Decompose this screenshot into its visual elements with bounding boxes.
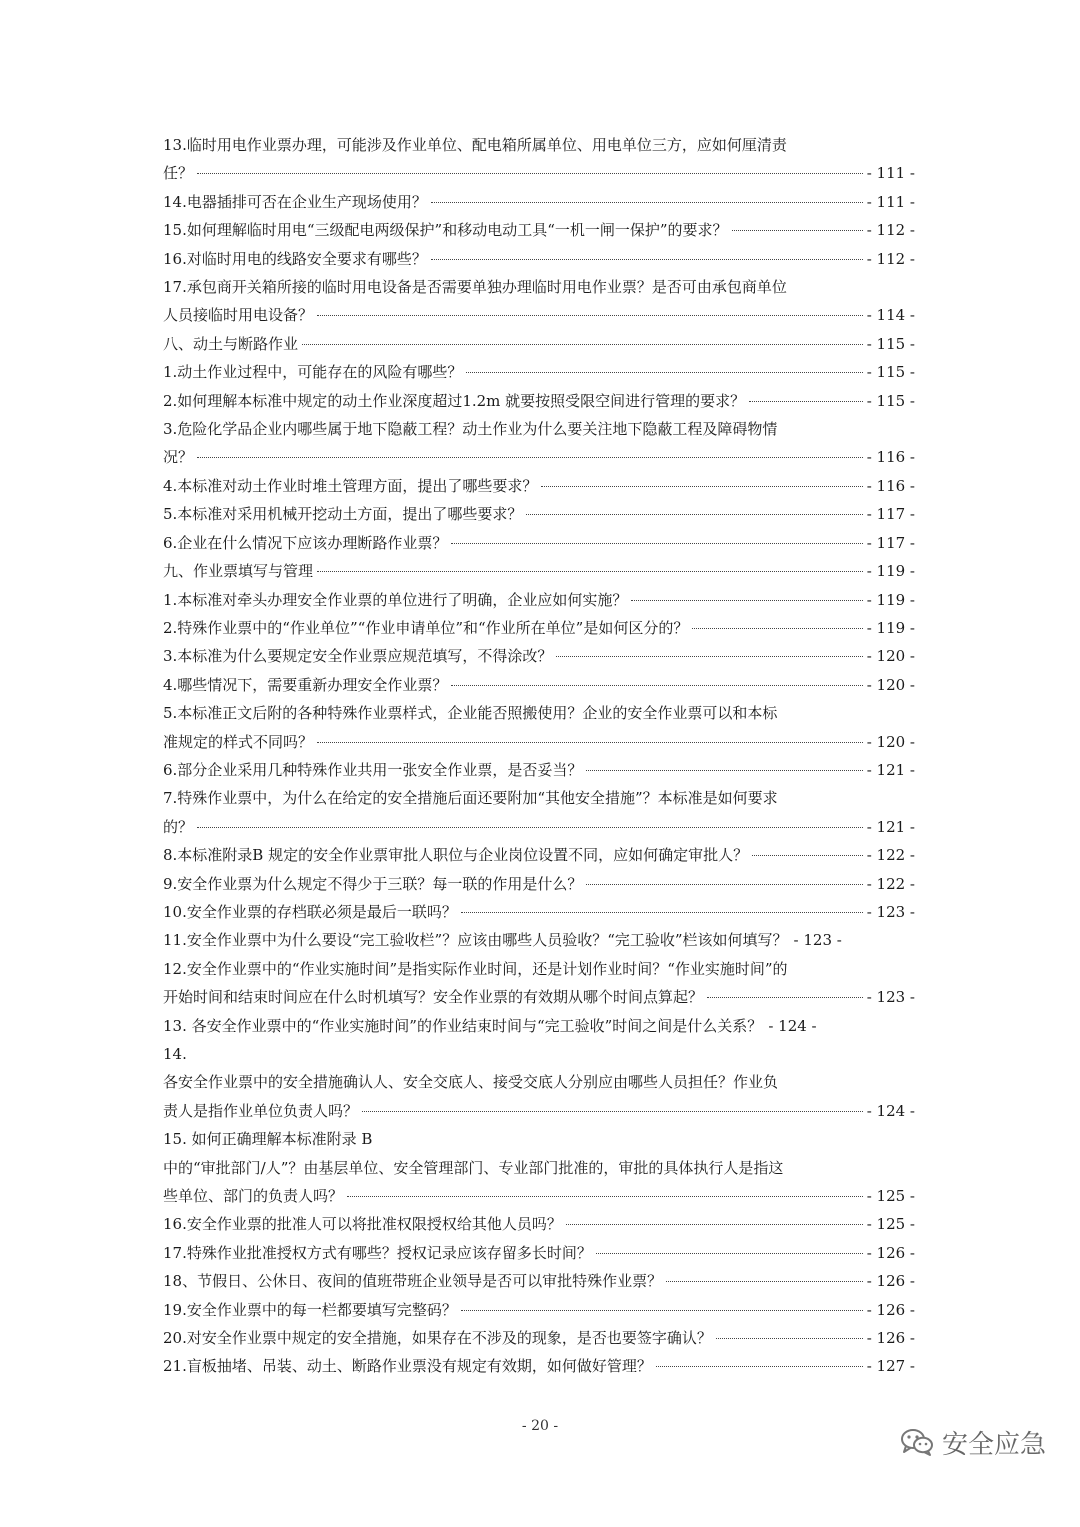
toc-entry-text: 4.本标准对动土作业时堆土管理方面，提出了哪些要求？	[163, 476, 538, 495]
toc-entry[interactable]	[163, 245, 915, 273]
toc-entry-text: 2.特殊作业票中的“作业单位”“作业申请单位”和“作业所在单位”是如何区分的？	[163, 618, 689, 637]
toc-entry-text: 6.部分企业采用几种特殊作业共用一张安全作业票，是否妥当？	[163, 760, 583, 779]
toc-page-number: - 116 -	[866, 448, 915, 467]
toc-entry-text: 9.安全作业票为什么规定不得少于三联？每一联的作用是什么？	[163, 874, 583, 893]
toc-entry-text: 17.承包商开关箱所接的临时用电设备是否需要单独办理临时用电作业票？是否可由承包商单位	[163, 278, 787, 297]
toc-entry[interactable]	[163, 387, 915, 415]
toc-entry[interactable]	[163, 1324, 915, 1352]
toc-leader-dots	[302, 344, 863, 345]
toc-entry-text: 7.特殊作业票中，为什么在给定的安全措施后面还要附加“其他安全措施”？本标准是如何要求	[163, 789, 778, 808]
toc-entry-text: 15. 如何正确理解本标准附录 B	[163, 1130, 373, 1149]
toc-leader-dots	[431, 202, 863, 203]
toc-entry-text: 19.安全作业票中的每一栏都要填写完整码？	[163, 1300, 457, 1319]
page-number: - 20 -	[521, 1418, 559, 1434]
watermark-text: 安全应急	[942, 1429, 1047, 1460]
toc-entry-text: 11.安全作业票中为什么要设“完工验收栏”？应该由哪些人员验收？“完工验收”栏该如何填写？	[163, 931, 788, 950]
toc-entry-text: 20.对安全作业票中规定的安全措施，如果存在不涉及的现象，是否也要签字确认？	[163, 1329, 712, 1348]
toc-leader-dots	[317, 742, 863, 743]
toc-entry[interactable]	[163, 358, 915, 386]
toc-page-number: - 111 -	[866, 192, 915, 211]
toc-page-number: - 120 -	[866, 732, 915, 751]
toc-leader-dots	[586, 884, 862, 885]
toc-page-number: - 123 -	[866, 988, 915, 1007]
toc-page-number: - 124 -	[866, 1101, 915, 1120]
toc-leader-dots	[451, 685, 862, 686]
toc-page-number: - 125 -	[866, 1215, 915, 1234]
toc-entry-text: 12.安全作业票中的“作业实施时间”是指实际作业时间，还是计划作业时间？“作业实施时间”的	[163, 959, 788, 978]
toc-leader-dots	[556, 656, 862, 657]
toc-entry-text: 2.如何理解本标准中规定的动土作业深度超过1.2m 就要按照受限空间进行管理的要求？	[163, 391, 746, 410]
toc-entry-text: 1.本标准对牵头办理安全作业票的单位进行了明确，企业应如何实施？	[163, 590, 628, 609]
toc-page-number: - 122 -	[866, 846, 915, 865]
toc-entry[interactable]	[163, 784, 915, 841]
toc-page-number: - 120 -	[866, 675, 915, 694]
toc-entry[interactable]	[163, 188, 915, 216]
toc-entry-text: 任？	[163, 164, 194, 183]
toc-entry[interactable]	[163, 557, 915, 585]
toc-entry-text: 13. 各安全作业票中的“作业实施时间”的作业结束时间与“完工验收”时间之间是什么关系？	[163, 1016, 763, 1035]
toc-entry-text: 10.安全作业票的存档联必须是最后一联吗？	[163, 902, 457, 921]
toc-entry-text: 八、动土与断路作业	[163, 334, 299, 353]
toc-entry-text: 开始时间和结束时间应在什么时机填写？安全作业票的有效期从哪个时间点算起？	[163, 988, 704, 1007]
toc-entry-text: 人员接临时用电设备？	[163, 306, 314, 325]
toc-page-number: - 117 -	[866, 533, 915, 552]
toc-entry[interactable]	[163, 415, 915, 472]
toc-entry-text: 九、作业票填写与管理	[163, 562, 314, 581]
toc-leader-dots	[692, 628, 862, 629]
toc-entry-text: 准规定的样式不同吗？	[163, 732, 314, 751]
toc-entry[interactable]	[163, 1125, 915, 1210]
toc-page-number: - 127 -	[866, 1357, 915, 1376]
toc-entry-text: 1.动土作业过程中，可能存在的风险有哪些？	[163, 363, 463, 382]
toc-leader-dots	[526, 514, 862, 515]
toc-entry-text: 些单位、部门的负责人吗？	[163, 1187, 344, 1206]
toc-entry-text: 21.盲板抽堵、吊装、动土、断路作业票没有规定有效期，如何做好管理？	[163, 1357, 652, 1376]
toc-page-number: - 112 -	[866, 249, 915, 268]
toc-entry[interactable]	[163, 898, 915, 926]
toc-leader-dots	[631, 600, 862, 601]
toc-entry-text: 15.如何理解临时用电“三级配电两级保护”和移动电动工具“一机一闸一保护”的要求？	[163, 221, 728, 240]
toc-entry-text: 16.对临时用电的线路安全要求有哪些？	[163, 249, 427, 268]
toc-page-number: - 115 -	[866, 391, 915, 410]
toc-leader-dots	[461, 912, 863, 913]
toc-page-number: - 126 -	[866, 1272, 915, 1291]
toc-leader-dots	[197, 457, 863, 458]
toc-entry-text: 况？	[163, 448, 194, 467]
toc-leader-dots	[362, 1111, 863, 1112]
toc-page-number: - 123 -	[793, 931, 842, 950]
toc-page-number: - 121 -	[866, 817, 915, 836]
toc-entry[interactable]	[163, 529, 915, 557]
toc-page-number: - 123 -	[866, 902, 915, 921]
toc-entry[interactable]	[163, 1040, 915, 1125]
toc-entry[interactable]	[163, 1210, 915, 1238]
toc-leader-dots	[541, 486, 862, 487]
toc-entry[interactable]	[163, 671, 915, 699]
toc-entry[interactable]	[163, 699, 915, 756]
toc-entry[interactable]	[163, 955, 915, 1012]
toc-leader-dots	[347, 1196, 863, 1197]
toc-page-number: - 124 -	[768, 1016, 817, 1035]
toc-leader-dots	[317, 571, 863, 572]
toc-entry[interactable]	[163, 1012, 915, 1040]
toc-page-number: - 115 -	[866, 334, 915, 353]
toc-entry[interactable]	[163, 500, 915, 528]
toc-leader-dots	[666, 1281, 863, 1282]
toc-entry-text: 5.本标准对采用机械开挖动土方面，提出了哪些要求？	[163, 505, 523, 524]
toc-page-number: - 111 -	[866, 164, 915, 183]
toc-entry-text: 各安全作业票中的安全措施确认人、安全交底人、接受交底人分别应由哪些人员担任？作业负	[163, 1073, 779, 1092]
toc-leader-dots	[749, 401, 863, 402]
toc-entry[interactable]	[163, 1352, 915, 1380]
toc-leader-dots	[596, 1253, 863, 1254]
toc-leader-dots	[716, 1338, 863, 1339]
toc-leader-dots	[466, 372, 862, 373]
toc-page-number: - 115 -	[866, 363, 915, 382]
toc-entry-text: 6.企业在什么情况下应该办理断路作业票？	[163, 533, 448, 552]
toc-entry[interactable]	[163, 642, 915, 670]
toc-entry-text: 责人是指作业单位负责人吗？	[163, 1101, 359, 1120]
toc-leader-dots	[317, 315, 863, 316]
toc-entry[interactable]	[163, 472, 915, 500]
toc-leader-dots	[431, 259, 863, 260]
wechat-icon	[900, 1427, 934, 1457]
toc-leader-dots	[197, 173, 863, 174]
toc-leader-dots	[752, 855, 863, 856]
toc-entry[interactable]	[163, 841, 915, 869]
toc-page-number: - 126 -	[866, 1329, 915, 1348]
toc-entry-text: 3.危险化学品企业内哪些属于地下隐蔽工程？动土作业为什么要关注地下隐蔽工程及障碍物情	[163, 420, 778, 439]
toc-page-number: - 119 -	[866, 590, 915, 609]
toc-entry[interactable]	[163, 586, 915, 614]
toc-entry[interactable]	[163, 273, 915, 330]
toc-entry[interactable]	[163, 1296, 915, 1324]
toc-entry-text: 的？	[163, 817, 194, 836]
toc-entry-text: 5.本标准正文后附的各种特殊作业票样式，企业能否照搬使用？企业的安全作业票可以和本标	[163, 704, 778, 723]
table-of-contents	[163, 131, 915, 1381]
toc-entry-text: 4.哪些情况下，需要重新办理安全作业票？	[163, 675, 448, 694]
toc-page-number: - 114 -	[866, 306, 915, 325]
toc-page-number: - 126 -	[866, 1300, 915, 1319]
toc-entry[interactable]	[163, 131, 915, 188]
watermark	[900, 1424, 1046, 1460]
toc-leader-dots	[197, 827, 863, 828]
toc-leader-dots	[461, 1310, 863, 1311]
toc-entry[interactable]	[163, 330, 915, 358]
toc-entry-text: 13.临时用电作业票办理，可能涉及作业单位、配电箱所属单位、用电单位三方，应如何厘清责	[163, 136, 787, 154]
toc-entry[interactable]	[163, 1239, 915, 1267]
toc-entry-text: 3.本标准为什么要规定安全作业票应规范填写，不得涂改？	[163, 647, 553, 666]
toc-entry-text: 中的“审批部门/人”？由基层单位、安全管理部门、专业部门批准的，审批的具体执行人是指这	[163, 1158, 784, 1177]
toc-leader-dots	[566, 1224, 863, 1225]
toc-entry[interactable]	[163, 926, 915, 954]
toc-leader-dots	[732, 230, 863, 231]
toc-page-number: - 121 -	[866, 760, 915, 779]
toc-page-number: - 119 -	[866, 618, 915, 637]
toc-entry[interactable]	[163, 870, 915, 898]
toc-leader-dots	[586, 770, 862, 771]
toc-page-number: - 126 -	[866, 1243, 915, 1262]
toc-leader-dots	[707, 997, 863, 998]
toc-entry[interactable]	[163, 614, 915, 642]
toc-page-number: - 119 -	[866, 562, 915, 581]
toc-page-number: - 117 -	[866, 505, 915, 524]
toc-page-number: - 120 -	[866, 647, 915, 666]
toc-leader-dots	[656, 1366, 863, 1367]
toc-entry-text: 14.	[163, 1045, 187, 1063]
toc-leader-dots	[451, 543, 862, 544]
toc-entry[interactable]	[163, 1267, 915, 1295]
toc-entry[interactable]	[163, 756, 915, 784]
toc-page-number: - 116 -	[866, 476, 915, 495]
toc-entry-text: 16.安全作业票的批准人可以将批准权限授权给其他人员吗？	[163, 1215, 562, 1234]
toc-entry-text: 17.特殊作业批准授权方式有哪些？授权记录应该存留多长时间？	[163, 1243, 592, 1262]
toc-entry-text: 18、节假日、公休日、夜间的值班带班企业领导是否可以审批特殊作业票？	[163, 1272, 663, 1291]
toc-entry[interactable]	[163, 216, 915, 244]
toc-entry-text: 8.本标准附录B 规定的安全作业票审批人职位与企业岗位设置不同，应如何确定审批人？	[163, 846, 749, 865]
toc-entry-text: 14.电器插排可否在企业生产现场使用？	[163, 192, 427, 211]
toc-page-number: - 125 -	[866, 1187, 915, 1206]
toc-page-number: - 122 -	[866, 874, 915, 893]
toc-page-number: - 112 -	[866, 221, 915, 240]
